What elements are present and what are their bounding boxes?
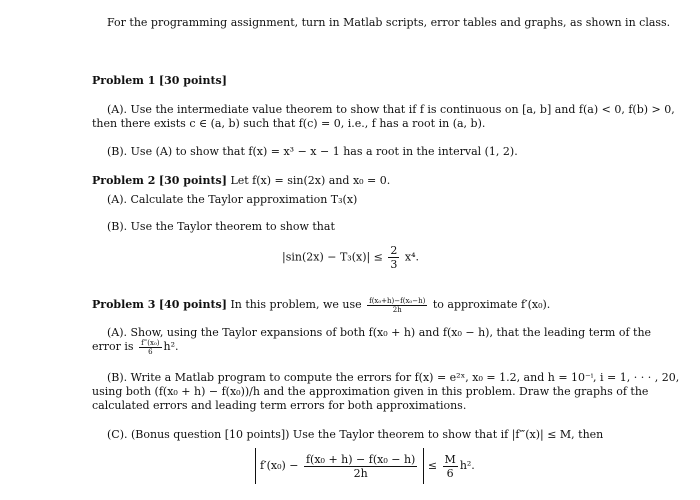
- problem3-partA-post: h².: [163, 340, 179, 353]
- bound-fraction: [443, 453, 458, 480]
- inequality-right: x⁴.: [404, 250, 420, 264]
- problem2-partB: (B). Use the Taylor theorem to show that: [107, 220, 335, 233]
- problem1-partA-line1: (A). Use the intermediate value theorem to show that if f is continuous on [a, b] and f(a) < 0, f(b) > 0,: [107, 103, 675, 116]
- problem2-inequality: [282, 244, 419, 271]
- problem2-partA: (A). Calculate the Taylor approximation T₃(x): [107, 193, 358, 206]
- error-numerator: f‴(x₀): [141, 338, 160, 347]
- bound-numerator: M: [444, 452, 456, 466]
- problem3-intro-post: to approximate f′(x₀).: [432, 298, 551, 311]
- problem3-partA-pre: error is: [92, 340, 134, 353]
- problem3-heading: Problem 3: [92, 298, 156, 311]
- abs-value-expression: [255, 448, 424, 484]
- final-post: h².: [459, 459, 475, 472]
- inequality-left: |sin(2x) − T₃(x)| ≤: [282, 250, 383, 264]
- problem3-partA-line2: [92, 338, 179, 356]
- final-le: ≤: [427, 459, 438, 472]
- problem3-points: [40 points]: [158, 298, 227, 311]
- header-note: For the programming assignment, turn in Matlab scripts, error tables and graphs, as shown in class.: [107, 16, 671, 29]
- error-denominator: 6: [148, 347, 153, 356]
- problem3-partB-line2: using both (f(x₀ + h) − f(x₀))/h and the approximation given in this problem. Draw the graphs of the: [92, 385, 649, 398]
- final-inequality: [255, 448, 475, 484]
- problem2-heading: Problem 2: [92, 174, 156, 187]
- problem1-partB: (B). Use (A) to show that f(x) = x³ − x − 1 has a root in the interval (1, 2).: [107, 145, 518, 158]
- final-denominator: 2h: [353, 466, 368, 480]
- problem1-title: [92, 74, 227, 87]
- problem3-intro-pre: In this problem, we use: [230, 298, 362, 311]
- problem1-points: [30 points]: [158, 74, 227, 87]
- inequality-numerator: 2: [390, 244, 398, 257]
- final-left: f′(x₀) −: [260, 459, 299, 472]
- bound-denominator: 6: [446, 466, 454, 480]
- problem3-title: [92, 296, 550, 314]
- central-difference-fraction: [367, 297, 427, 314]
- inequality-denominator: 3: [390, 258, 398, 271]
- problem1-heading: Problem 1: [92, 74, 156, 87]
- final-numerator: f(x₀ + h) − f(x₀ − h): [305, 452, 416, 466]
- cd-denominator: 2h: [392, 305, 402, 314]
- problem3-partB-line3: calculated errors and leading term errors for both approximations.: [92, 399, 467, 412]
- problem2-intro: Let f(x) = sin(2x) and x₀ = 0.: [230, 174, 391, 187]
- problem3-partA-line1: (A). Show, using the Taylor expansions of both f(x₀ + h) and f(x₀ − h), that the leading term of the: [107, 326, 652, 339]
- inequality-fraction: [388, 244, 399, 271]
- cd-numerator: f(x₀+h)−f(x₀−h): [369, 296, 426, 305]
- problem2-title: [92, 174, 390, 187]
- problem3-partC: (C). (Bonus question [10 points]) Use the Taylor theorem to show that if |f‴(x)| ≤ M, then: [107, 428, 604, 441]
- problem2-points: [30 points]: [158, 174, 227, 187]
- problem1-partA-line2: then there exists c ∈ (a, b) such that f(c) = 0, i.e., f has a root in (a, b).: [92, 117, 486, 130]
- error-fraction: [139, 339, 161, 356]
- problem3-partB-line1: (B). Write a Matlab program to compute the errors for f(x) = e²ˣ, x₀ = 1.2, and h = 10⁻ⁱ, i = 1, · · · , 20,: [107, 371, 680, 384]
- final-fraction: [304, 453, 417, 480]
